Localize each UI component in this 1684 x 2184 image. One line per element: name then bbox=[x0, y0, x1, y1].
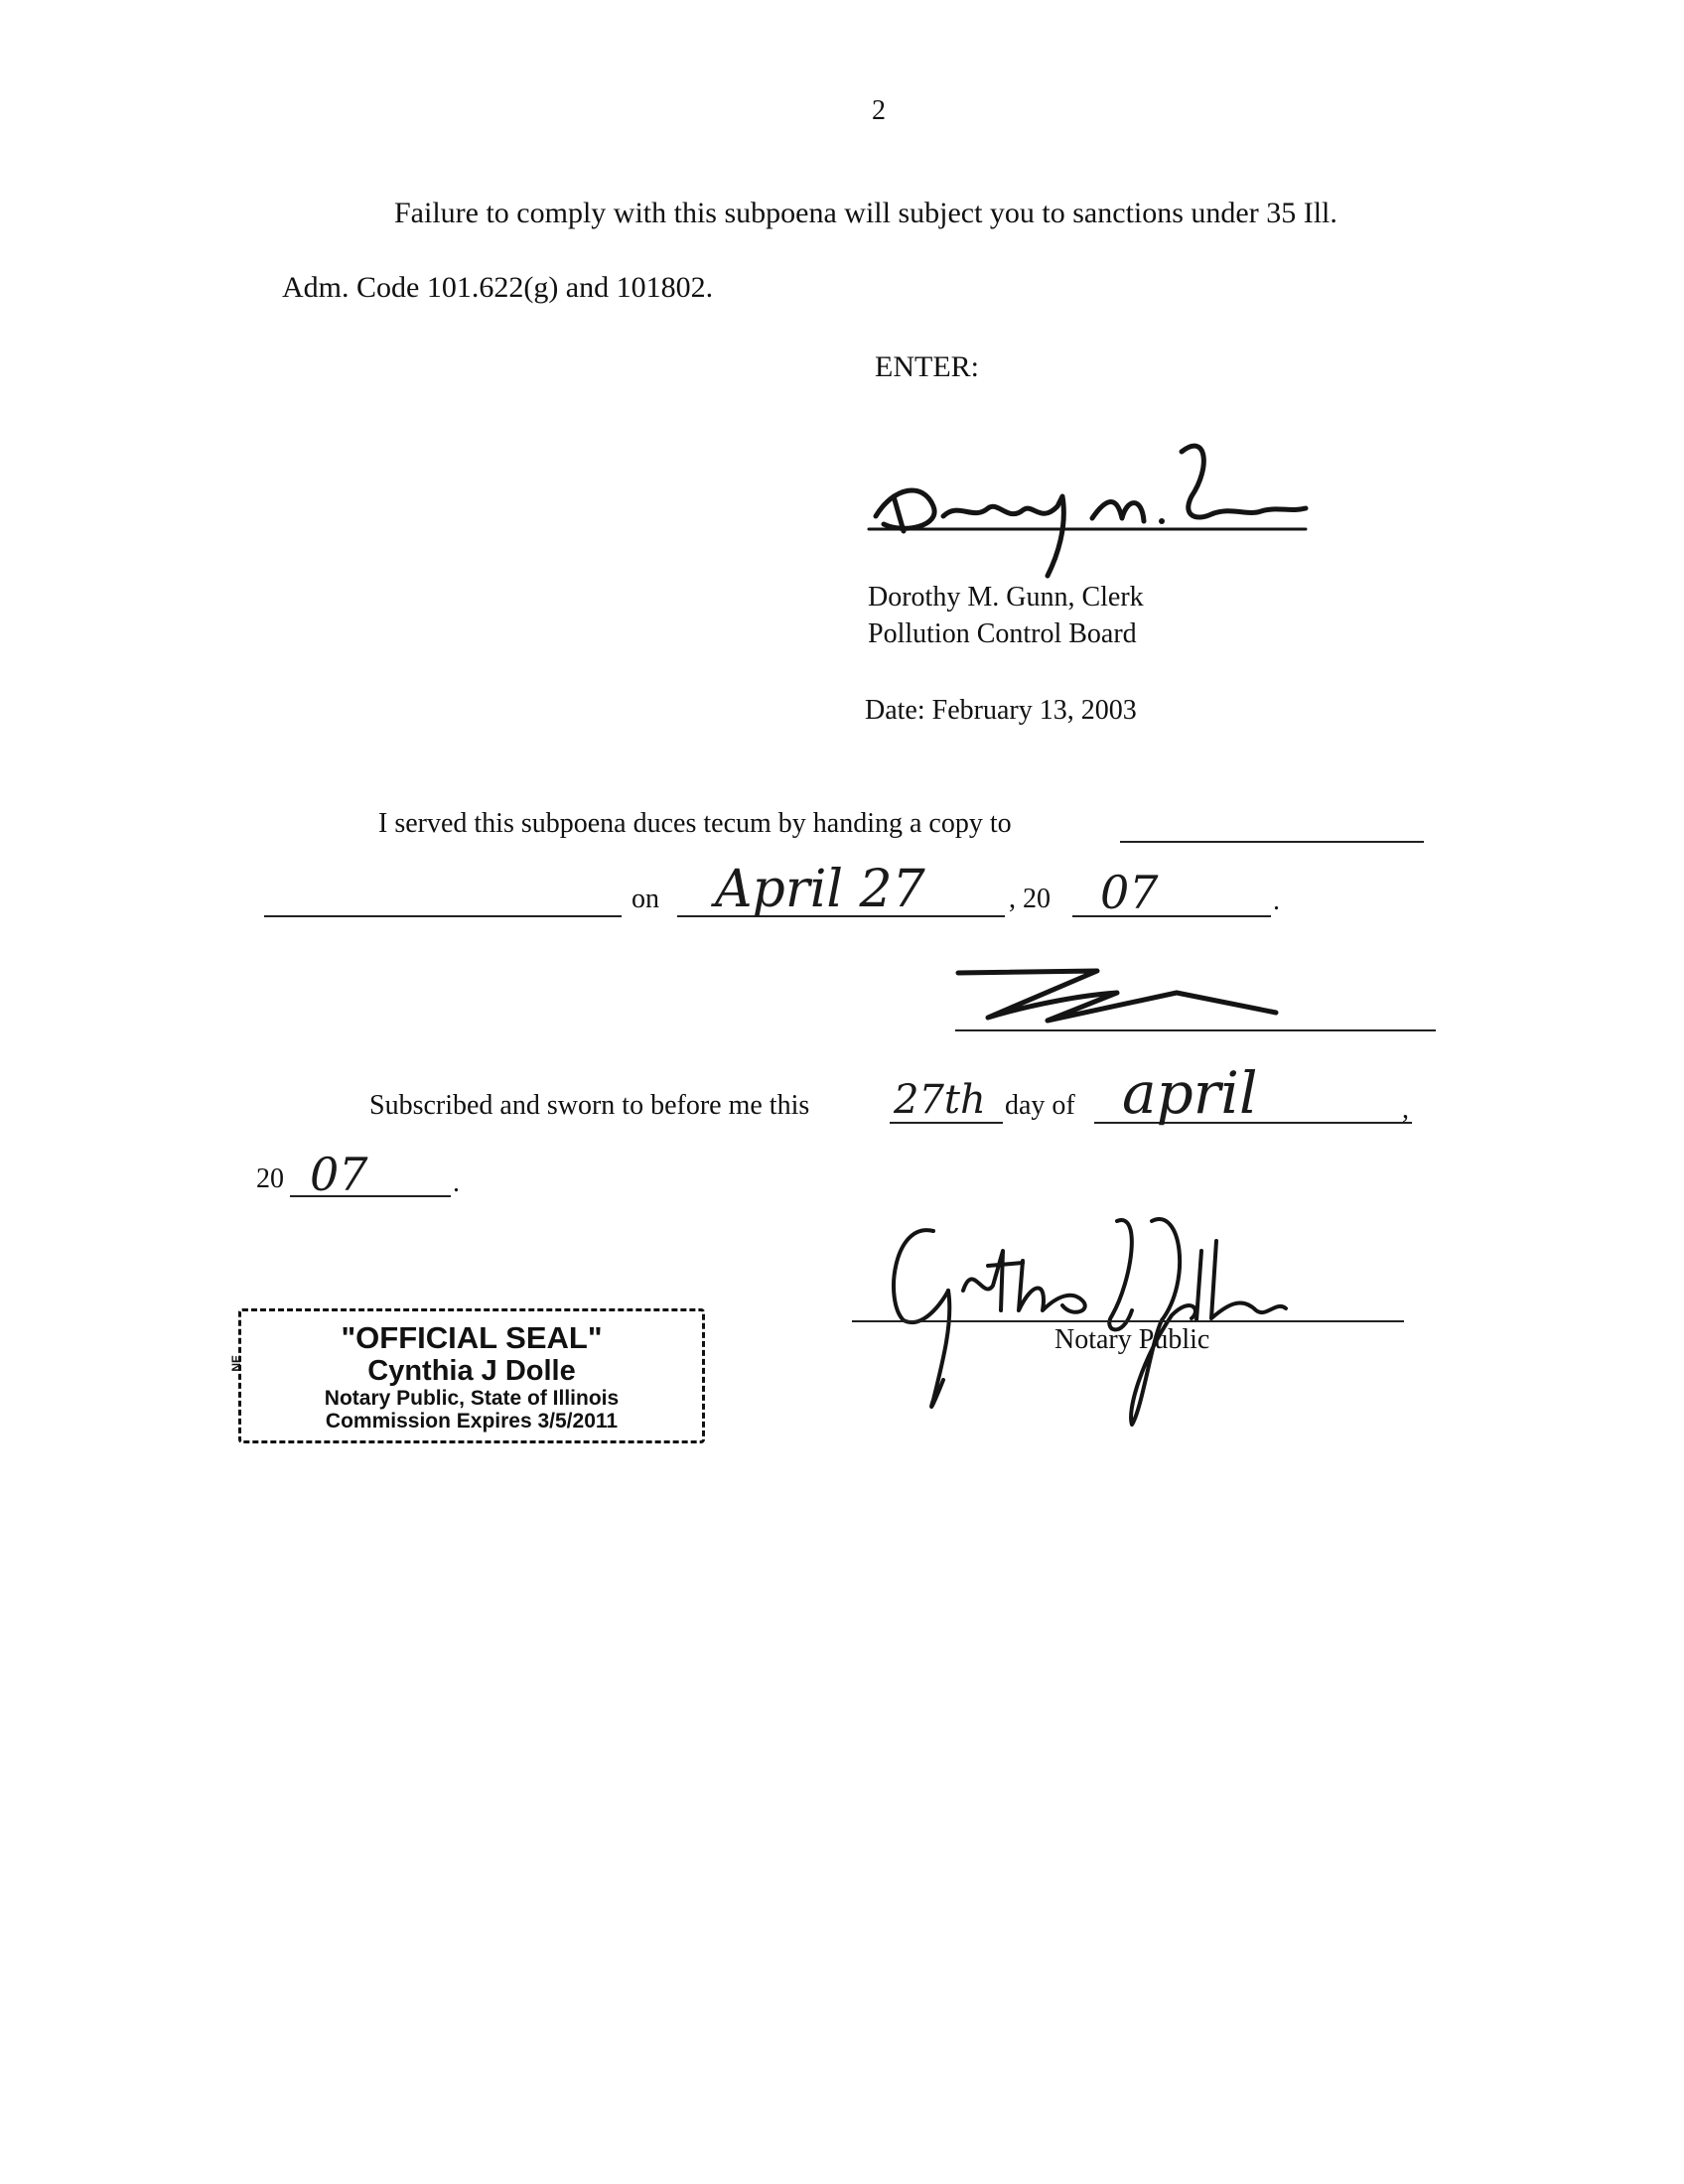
server-signature-line bbox=[955, 1029, 1436, 1031]
paragraph-line-2: Adm. Code 101.622(g) and 101802. bbox=[282, 271, 714, 304]
on-label: on bbox=[632, 884, 659, 914]
service-year-prefix: , 20 bbox=[1009, 884, 1051, 914]
page-number: 2 bbox=[872, 95, 886, 126]
official-seal-stamp bbox=[229, 1308, 705, 1443]
jurat-year-prefix: 20 bbox=[256, 1163, 284, 1194]
notary-signature-line bbox=[852, 1320, 1404, 1322]
service-period: . bbox=[1273, 886, 1280, 916]
seal-edge-mark: NE bbox=[229, 1355, 243, 1372]
jurat-comma: , bbox=[1402, 1094, 1409, 1125]
subscribed-text: Subscribed and sworn to before me this bbox=[369, 1090, 810, 1121]
jurat-year-handwritten: 07 bbox=[310, 1148, 368, 1201]
enter-label: ENTER: bbox=[875, 350, 979, 383]
signing-date: Date: February 13, 2003 bbox=[865, 695, 1137, 726]
seal-expiration: Commission Expires 3/5/2011 bbox=[325, 1410, 619, 1433]
seal-jurisdiction: Notary Public, State of Illinois bbox=[324, 1387, 620, 1410]
served-party-blank-1 bbox=[1120, 841, 1424, 843]
signer-name: Dorothy M. Gunn, Clerk bbox=[868, 582, 1144, 613]
served-party-blank-2 bbox=[264, 915, 622, 917]
day-of-label: day of bbox=[1005, 1090, 1075, 1121]
month-handwritten: april bbox=[1122, 1059, 1258, 1127]
signer-org: Pollution Control Board bbox=[868, 618, 1137, 649]
seal-title: "OFFICIAL SEAL" bbox=[341, 1320, 603, 1355]
seal-notary-name: Cynthia J Dolle bbox=[367, 1355, 576, 1387]
day-handwritten: 27th bbox=[894, 1077, 986, 1123]
service-year-handwritten: 07 bbox=[1100, 866, 1159, 919]
paragraph-line-1: Failure to comply with this subpoena will subject you to sanctions under 35 Ill. bbox=[394, 197, 1337, 229]
service-date-handwritten: April 27 bbox=[715, 860, 925, 919]
jurat-period: . bbox=[453, 1167, 460, 1198]
notary-signature bbox=[874, 1201, 1311, 1430]
service-text: I served this subpoena duces tecum by handing a copy to bbox=[378, 808, 1012, 839]
clerk-signature bbox=[864, 427, 1311, 586]
notary-public-label: Notary Public bbox=[1054, 1324, 1210, 1355]
